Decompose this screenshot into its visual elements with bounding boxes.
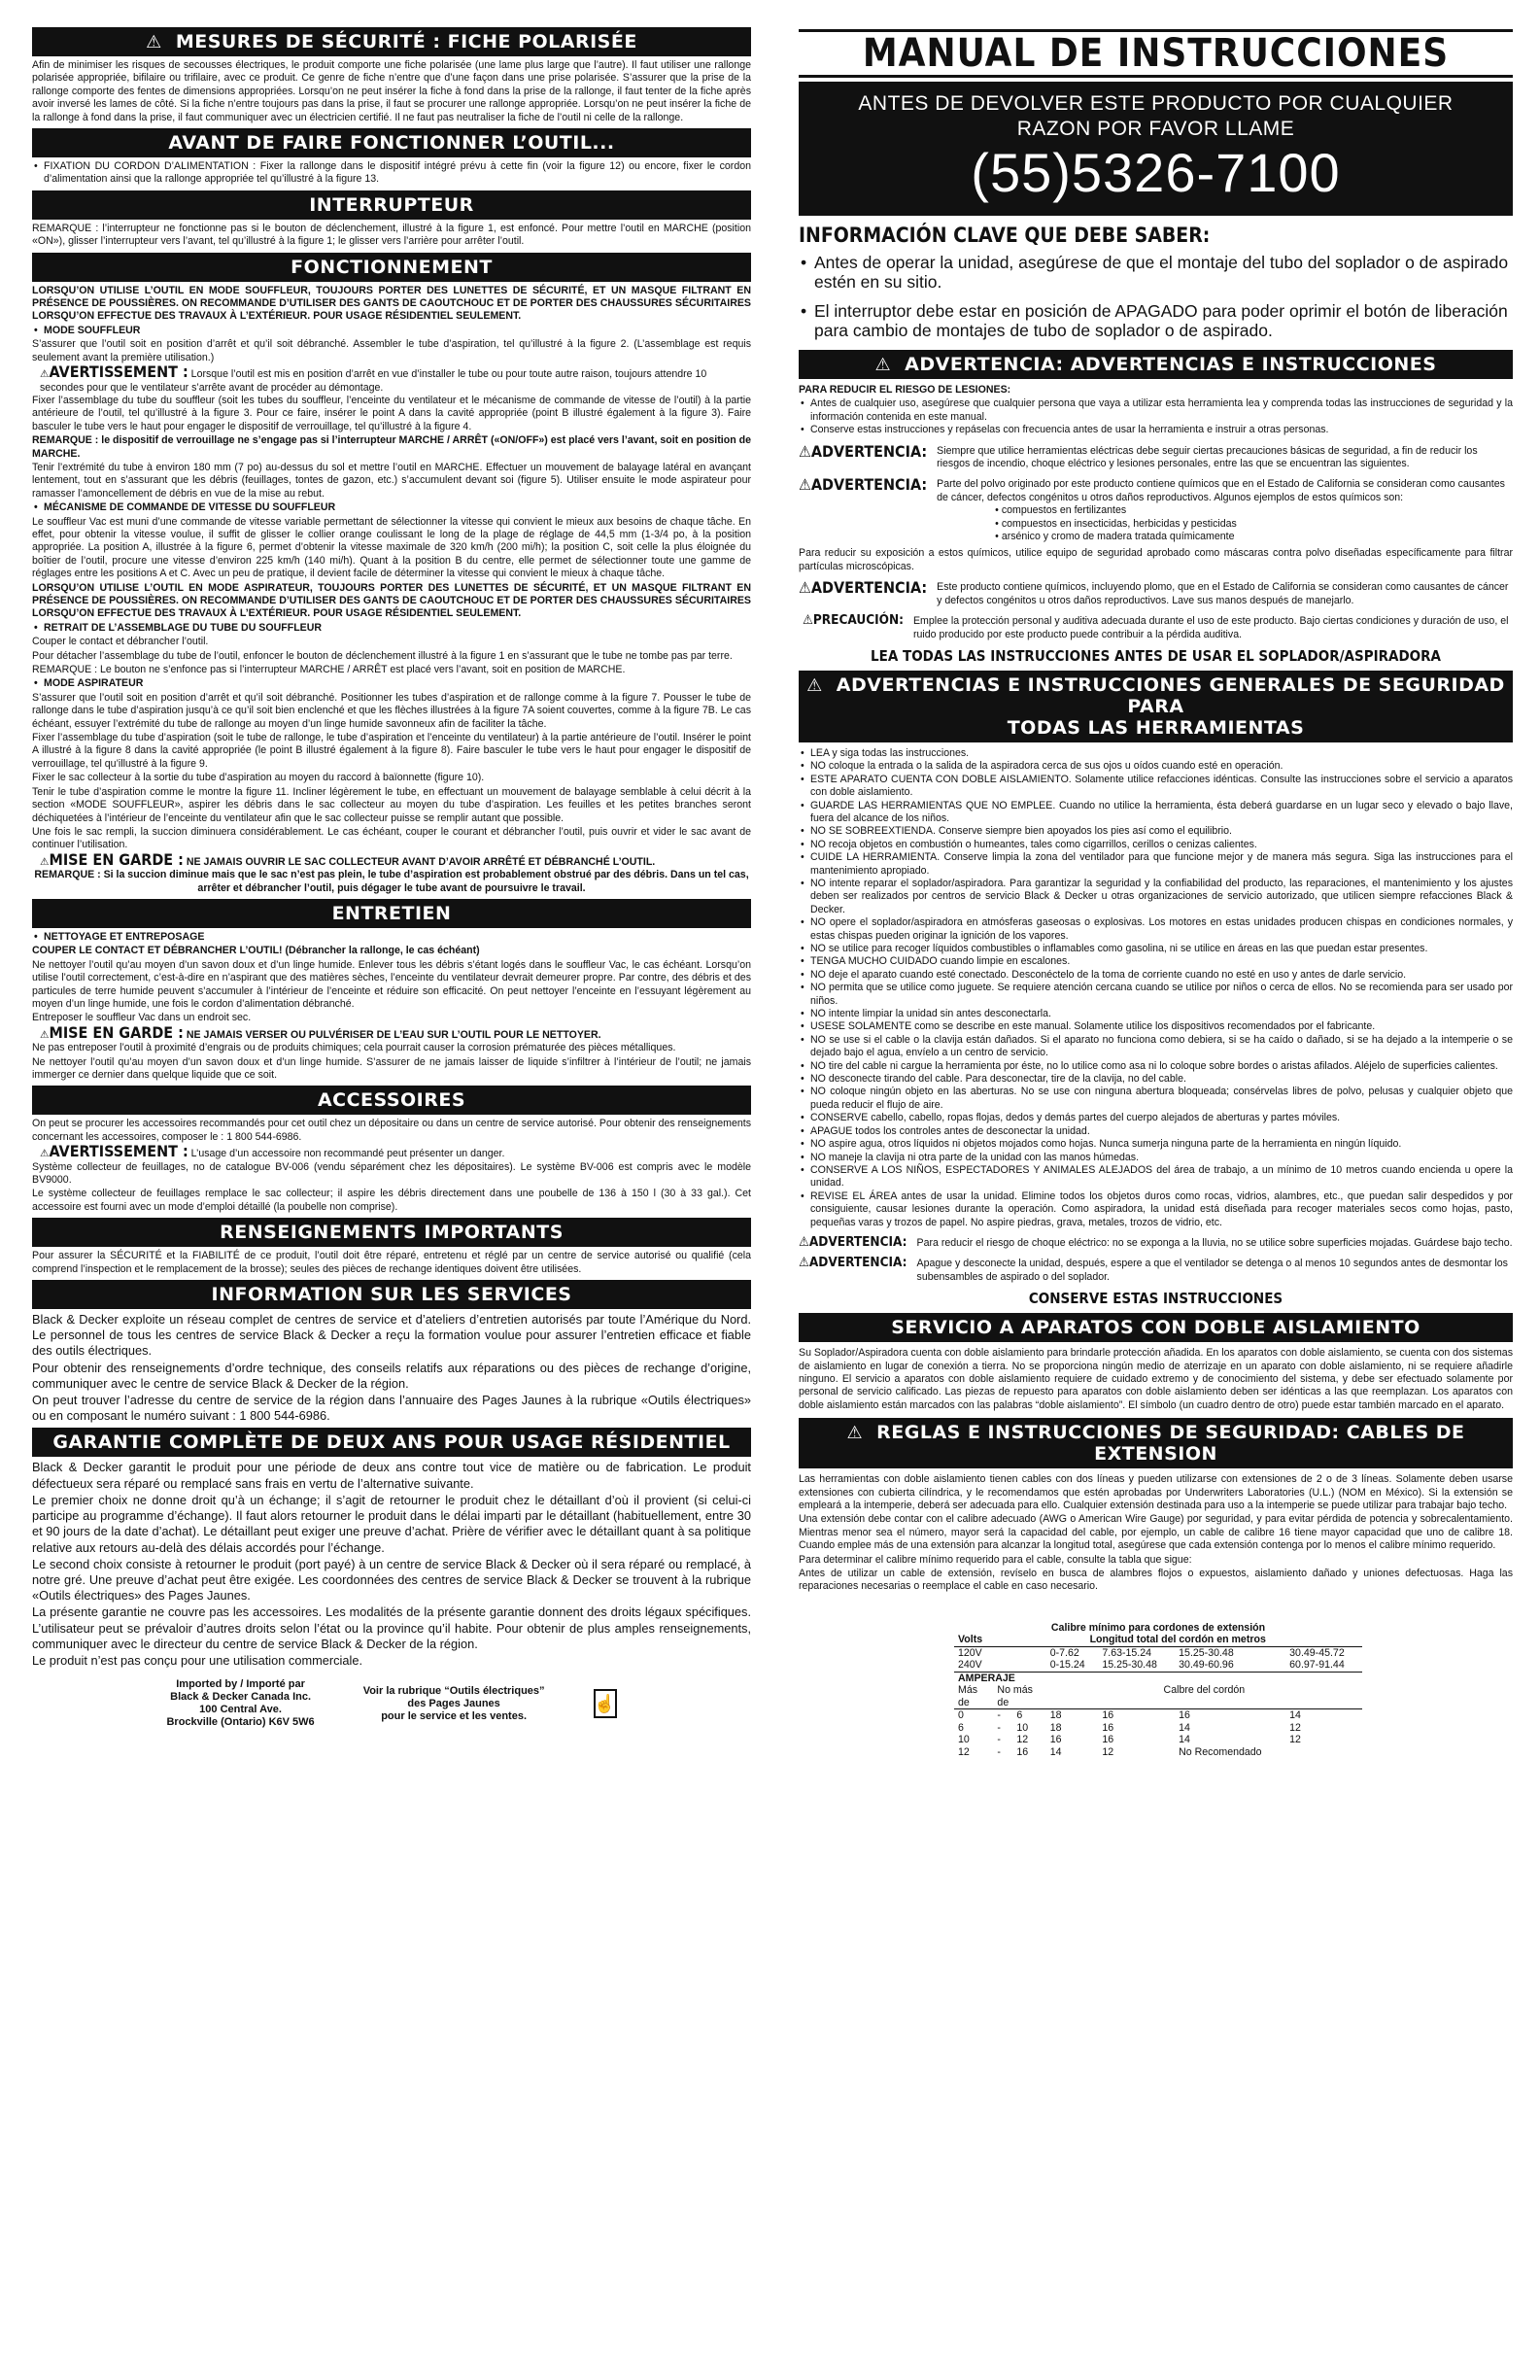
- table-cell: 18: [1049, 1721, 1062, 1734]
- table-row: [954, 1734, 1362, 1746]
- warning-block: ⚠ADVERTENCIA: Siempre que utilice herramientas eléctricas debe seguir ciertas precauciones básicas de seguridad, a fin de reducir los riesgos de incendio, choque eléctrico y lesiones personales, entre las que se encuentran las siguientes.: [799, 441, 1478, 470]
- paragraph: Afin de minimiser les risques de secousses électriques, le produit comporte une fiche polarisée (une lame plus large que l’autre). Il faut utiliser une rallonge polarisée appropriée, bifilaire ou trifilaire, avec ce produit. Ce genre de fiche n’entre que d’une façon dans une prise polarisée. S’assurer que la prise de la rallonge comporte des fentes de dimensions appropriées. Lorsqu’on ne peut insérer la fiche à fond dans la prise de la rallonge, il faut tenter de la fiche après avoir inversé les lames de côté. Si la fiche n’entre toujours pas dans la prise, il faut se procurer une rallonge appropriée. Lorsqu’on ne peut insérer la fiche de la rallonge à fond dans la prise, il faut communiquer avec un électricien certifié. Il ne faut pas neutraliser la fiche de l’outil ni celle de la rallonge.: [32, 59, 751, 123]
- section-header-double-insulation: SERVICIO A APARATOS CON DOBLE AISLAMIENTO: [799, 1313, 1513, 1342]
- table-cell: -: [997, 1734, 1001, 1746]
- paragraph: Système collecteur de feuillages, no de catalogue BV-006 (vendu séparément chez les dépositaires). Le système BV-006 est compris avec le modèle BV9000.: [32, 1160, 751, 1187]
- table-cell: 10: [1016, 1721, 1029, 1734]
- table-cell: 7.63-15.24: [1102, 1646, 1152, 1659]
- paragraph: LORSQU’ON UTILISE L’OUTIL EN MODE SOUFFLEUR, TOUJOURS PORTER DES LUNETTES DE SÉCURITÉ, ET UN MASQUE FILTRANT EN PRÉSENCE DE POUSSIÈRES. ON RECOMMANDE D’UTILISER DES GANTS DE CAOUTCHOUC ET DE PORTER DES CHAUSSURES SÉCURITAIRES LORSQU’ON EFFECTUE DES TRAVAUX À L’EXTÉRIEUR. POUR USAGE RÉSIDENTIEL SEULEMENT.: [32, 284, 751, 323]
- chemical-item: • compuestos en fertilizantes: [995, 504, 1127, 517]
- warning-triangle-icon: ⚠: [799, 578, 811, 598]
- paragraph: Pour détacher l’assemblage du tube de l’outil, enfoncer le bouton de déclenchement illustré à la figure 1 en s’assurant que le tube ne tombe pas par terre.: [32, 649, 733, 662]
- warning-triangle-icon: ⚠: [874, 355, 892, 375]
- table-cell: 16: [1102, 1709, 1114, 1722]
- list-item: • NO intente limpiar la unidad sin antes desconectarla.: [799, 1008, 1513, 1020]
- list-item: • NETTOYAGE ET ENTREPOSAGE: [32, 931, 751, 944]
- paragraph: Fixer le sac collecteur à la sortie du tube d’aspiration au moyen du raccord à baïonnette (figure 10).: [32, 772, 485, 784]
- paragraph: Le produit n’est pas conçu pour une utilisation commerciale.: [32, 1652, 363, 1668]
- phone-number: (55)5326-7100: [971, 142, 1341, 203]
- list-item: • Antes de cualquier uso, asegúrese que cualquier persona que vaya a utilizar esta herramienta lea y comprenda todas las instrucciones de seguridad y la información contenida en este manual.: [799, 397, 1513, 424]
- section-header-warranty: GARANTIE COMPLÈTE DE DEUX ANS POUR USAGE RÉSIDENTIEL: [32, 1428, 751, 1457]
- list-item: • CONSERVE A LOS NIÑOS, ESPECTADORES Y ANIMALES ALEJADOS del área de trabajo, a un mínimo de 10 metros cuando encienda u opere la unidad.: [799, 1164, 1513, 1190]
- table-cell: 14: [1289, 1709, 1301, 1722]
- caution-block: ⚠PRECAUCIÓN: Emplee la protección personal y auditiva adecuada durante el uso de este producto. Bajo ciertas condiciones y duración de uso, el ruido producido por este producto puede contribuir a la pérdida auditiva.: [803, 612, 1509, 640]
- list-item: • NO tire del cable ni cargue la herramienta por éste, no lo utilice como asa ni lo coloque sobre bordes o aristas afilados. Aléjelo de superficies calientes.: [799, 1060, 1513, 1073]
- section-header-polarized: ⚠ MESURES DE SÉCURITÉ : FICHE POLARISÉE: [32, 27, 751, 56]
- warning-triangle-icon: ⚠: [806, 674, 823, 696]
- warning-triangle-icon: ⚠: [799, 1233, 809, 1250]
- list-item: • NO SE SOBREEXTIENDA. Conserve siempre bien apoyados los pies así como el equilibrio.: [799, 825, 1513, 838]
- list-item: • MODE ASPIRATEUR: [32, 677, 751, 690]
- paragraph: Entreposer le souffleur Vac dans un endroit sec.: [32, 1012, 252, 1024]
- warning-triangle-icon: ⚠: [40, 368, 50, 381]
- paragraph: On peut se procurer les accessoires recommandés pour cet outil chez un dépositaire ou dans un centre de service autorisé. Pour obtenir des renseignements concernant les accessoires, composer le : 1 800 544-6986.: [32, 1118, 751, 1143]
- info-heading: INFORMACIÓN CLAVE QUE DEBE SABER:: [799, 224, 1211, 247]
- chemical-item: • compuestos en insecticidas, herbicidas y pesticidas: [995, 517, 1237, 530]
- paragraph: PARA REDUCIR EL RIESGO DE LESIONES:: [799, 384, 1011, 396]
- table-row: [954, 1659, 1362, 1672]
- warning-triangle-icon: ⚠: [146, 32, 162, 52]
- warning-triangle-icon: ⚠: [799, 475, 811, 495]
- table-cell: 14: [1179, 1721, 1190, 1734]
- caution-line: ⚠MISE EN GARDE : NE JAMAIS VERSER OU PULVÉRISER DE L’EAU SUR L’OUTIL POUR LE NETTOYER.: [40, 1022, 601, 1042]
- paragraph: LORSQU’ON UTILISE L’OUTIL EN MODE ASPIRATEUR, TOUJOURS PORTER DES LUNETTES DE SÉCURITÉ, ET UN MASQUE FILTRANT EN PRÉSENCE DE POUSSIÈRES. ON RECOMMANDE D’UTILISER DES GANTS DE CAOUTCHOUC ET DE PORTER DES CHAUSSURES SÉCURITAIRES LORSQU’ON EFFECTUE DES TRAVAUX À L’EXTÉRIEUR. POUR USAGE RÉSIDENTIEL SEULEMENT.: [32, 581, 751, 620]
- paragraph: Le système collecteur de feuillages remplace le sac collecteur; il aspire les débris directement dans une poubelle de 136 à 150 l (30 à 33 gal.). Cet accessoire est fourni avec un mode d’emploi détaillé (la poubelle non comprise).: [32, 1188, 751, 1213]
- list-item: • REVISE EL ÁREA antes de usar la unidad. Elimine todos los objetos duros como rocas, vidrios, alambres, etc., que puedan salir despedidos y por consiguiente, causar lesiones durante la operación. Como aspiradora, la unidad está diseñada para recoger materiales secos como hojas, pasto, pequeñas varas y trozos de papel. No aspire piedras, grava, metales, trozos de vidrio, etc.: [799, 1190, 1513, 1229]
- table-cell: 15.25-30.48: [1179, 1646, 1234, 1659]
- paragraph: Su Soplador/Aspiradora cuenta con doble aislamiento para brindarle protección añadida. En los aparatos con doble aislamiento, se cuenta con dos sistemas de aislamiento en lugar de conexión a tierra. No se proporciona ningún medio de aterrizaje en un aparato con doble aislamiento, ni se requiere añadirle ninguno. El servicio a aparatos con doble aislamiento requiere de cuidado extremo y de conocimiento del sistema, y debe ser efectuado solamente por personal de servicio calificado. Las piezas de repuesto para aparatos con doble aislamiento deben ser idénticas a las que reemplazan. Los aparatos con doble aislamiento están marcados con las palabras “doble aislamiento”. El símbolo (un cuadro dentro de otro) puede estar también marcado en el aparato.: [799, 1347, 1513, 1411]
- table-cell: 16: [1102, 1734, 1114, 1746]
- table-cell: 0-15.24: [1049, 1659, 1085, 1672]
- list-item: • NO se utilice para recoger líquidos combustibles o inflamables como gasolina, ni se utilice en áreas en las que puedan estar presentes.: [799, 943, 1513, 955]
- list-item: • FIXATION DU CORDON D’ALIMENTATION : Fixer la rallonge dans le dispositif intégré prévu à cette fin (voir la figure 12) ou encore, fixer le cordon d’alimentation ainsi que la rallonge appropriée tel qu’illustré à la figure 13.: [32, 160, 751, 187]
- table-row: [954, 1746, 1362, 1759]
- list-item: • Conserve estas instrucciones y repáselas con frecuencia antes de usar la herramienta e instruir a otras personas.: [799, 424, 1513, 436]
- paragraph: Le second choix consiste à retourner le produit (port payé) à un centre de service Black & Decker où il sera réparé ou remplacé, à notre gré. Une preuve d’achat peut être exigée. Les coordonnées des centres de service Black & Decker se trouvent à la rubrique «Outils électriques» des Pages Jaunes.: [32, 1556, 751, 1604]
- table-cell: 12: [1289, 1734, 1301, 1746]
- warning-triangle-icon: ⚠: [40, 855, 50, 868]
- section-header-operation: FONCTIONNEMENT: [32, 253, 751, 282]
- list-item: • USESE SOLAMENTE como se describe en este manual. Solamente utilice los dispositivos recomendados por el fabricante.: [799, 1020, 1513, 1033]
- section-header-switch: INTERRUPTEUR: [32, 190, 751, 220]
- warning-triangle-icon: ⚠: [799, 441, 811, 461]
- spanish-column: [799, 23, 1513, 2365]
- paragraph: Une fois le sac rempli, la succion diminuera considérablement. Le cas échéant, couper le courant et débrancher l’outil, puis ouvrir et vider le sac avant de continuer l’utilisation.: [32, 825, 751, 851]
- paragraph: REMARQUE : le dispositif de verrouillage ne s’engage pas si l’interrupteur MARCHE / ARRÊT («ON/OFF») est placé vers l’avant, soit en position de MARCHE.: [32, 434, 751, 460]
- table-cell: 16: [1049, 1734, 1062, 1746]
- table-cell: 16: [1016, 1745, 1029, 1758]
- paragraph: Ne nettoyer l’outil qu’au moyen d’un savon doux et d’un linge humide. Enlever tous les débris s’étant logés dans le souffleur Vac, le cas échéant. Lorsqu’on utilise l’outil correctement, c’est-à-dire en n’aspirant que des matières sèches, l’enceinte du ventilateur devrait demeurer propre. Par contre, des débris et des particules de terre humide peuvent s’accumuler à l’intérieur de l’enceinte et réduire son efficacité. On peut nettoyer l’enceinte en l’essuyant légèrement au moyen d’un linge humide, une fois le cordon d’alimentation débranché.: [32, 958, 751, 1010]
- table-cell: 16: [1179, 1709, 1190, 1722]
- caution-line: ⚠MISE EN GARDE : NE JAMAIS OUVRIR LE SAC COLLECTEUR AVANT D’AVOIR ARRÊTÉ ET DÉBRANCHÉ L’OUTIL.: [40, 849, 656, 869]
- paragraph: REMARQUE : Le bouton ne s’enfonce pas si l’interrupteur MARCHE / ARRÊT est placé vers l’avant, soit en position de MARCHE.: [32, 664, 626, 676]
- paragraph: La présente garantie ne couvre pas les accessoires. Les modalités de la présente garantie donnent des droits légaux spécifiques. L’utilisateur peut se prévaloir d’autres droits selon l’état ou la province qu’il habite. Pour obtenir de plus amples renseignements, communiquer avec le directeur du centre de service Black & Decker de la région.: [32, 1604, 751, 1651]
- list-item: • RETRAIT DE L’ASSEMBLAGE DU TUBE DU SOUFFLEUR: [32, 622, 751, 635]
- paragraph: Black & Decker garantit le produit pour une période de deux ans contre tout vice de matière ou de fabrication. Le produit défectueux sera réparé ou remplacé sans frais en vertu de l’alternative suivante.: [32, 1460, 751, 1491]
- table-cell: 14: [1179, 1734, 1190, 1746]
- list-item: • MÉCANISME DE COMMANDE DE VITESSE DU SOUFFLEUR: [32, 501, 751, 514]
- info-bullet: • Antes de operar la unidad, asegúrese de que el montaje del tubo del soplador o de aspirado estén en su sitio.: [799, 253, 1513, 292]
- paragraph: Black & Decker exploite un réseau complet de centres de service et d’ateliers d’entretien autorisés par toute l’Amérique du Nord. Le personnel de tous les centres de service Black & Decker a reçu la formation voulue pour assurer l’entretien efficace et fiable des outils électriques.: [32, 1312, 751, 1359]
- list-item: • NO maneje la clavija ni otra parte de la unidad con las manos húmedas.: [799, 1152, 1513, 1164]
- paragraph: On peut trouver l’adresse du centre de service de la région dans l’annuaire des Pages Jaunes à la rubrique «Outils électriques» ou en composant le numéro suivant : 1 800 544-6986.: [32, 1393, 751, 1424]
- section-header-general: ⚠ ADVERTENCIAS E INSTRUCCIONES GENERALES DE SEGURIDAD PARA TODAS LAS HERRAMIENTAS: [799, 671, 1513, 742]
- list-item: • CUIDE LA HERRAMIENTA. Conserve limpia la zona del ventilador para que funcione mejor y de manera más segura. Siga las instrucciones para el mantenimiento apropiado.: [799, 851, 1513, 878]
- table-cell: 6: [1016, 1709, 1023, 1722]
- paragraph: REMARQUE : Si la succion diminue mais que le sac n’est pas plein, le tube d’aspiration est probablement obstrué par des débris. Dans un tel cas, arrêter et débrancher l’outil, puis dégager le tube avant de poursuivre le travail.: [34, 869, 749, 894]
- section-header-service: INFORMATION SUR LES SERVICES: [32, 1280, 751, 1309]
- list-item: • GUARDE LAS HERRAMIENTAS QUE NO EMPLEE. Cuando no utilice la herramienta, ésta deberá guardarse en un lugar seco y elevado o bajo llave, fuera del alcance de los niños.: [799, 800, 1513, 826]
- read-all-notice: LEA TODAS LAS INSTRUCCIONES ANTES DE USAR EL SOPLADOR/ASPIRADORA: [871, 646, 1441, 665]
- warning-line: ⚠AVERTISSEMENT : L’usage d’un accessoire non recommandé peut présenter un danger.: [40, 1142, 505, 1161]
- table-cell: 12: [958, 1745, 970, 1758]
- paragraph: Pour obtenir des renseignements d’ordre technique, des conseils relatifs aux réparations ou des pièces de rechange d’origine, communiquer avec le centre de service Black & Decker de la région.: [32, 1360, 751, 1391]
- paragraph: Una extensión debe contar con el calibre adecuado (AWG o American Wire Gauge) por seguridad, y para evitar pérdida de potencia y sobrecalentamiento. Mientras menor sea el número, mayor será la capacidad del cable, por ejemplo, un cable de calibre 16 tiene mayor capacidad que uno de calibre 18. Cuando emplee más de una extensión para alcanzar la longitud total, asegúrese que cada extensión contenga por lo menos el calibre mínimo requerido.: [799, 1513, 1513, 1552]
- table-cell: 18: [1049, 1709, 1062, 1722]
- list-item: • MODE SOUFFLEUR: [32, 325, 751, 337]
- warning-block: ⚠ADVERTENCIA: Apague y desconecte la unidad, después, espere a que el ventilador se detenga o al menos 10 segundos antes de desmontar los subensambles de aspirado o del soplador.: [799, 1255, 1508, 1283]
- paragraph: Para reducir su exposición a estos químicos, utilice equipo de seguridad aprobado como máscaras contra polvo diseñadas específicamente para filtrar partículas microscópicas.: [799, 547, 1513, 572]
- table-cell: 6: [958, 1721, 964, 1734]
- warning-triangle-icon: ⚠: [846, 1423, 864, 1444]
- paragraph: Pour assurer la SÉCURITÉ et la FIABILITÉ de ce produit, l’outil doit être réparé, entretenu et réglé par un centre de service autorisé ou qualifié (cela comprend l’inspection et le remplacement de la brosse); seules des pièces de rechange identiques doivent être utilisées.: [32, 1250, 751, 1275]
- importer-address: Imported by / Importé par Black & Decker Canada Inc. 100 Central Ave. Brockville (Ontario) K6V 5W6: [166, 1678, 315, 1729]
- warning-line: ⚠AVERTISSEMENT : Lorsque l’outil est mis en position d’arrêt en vue d’installer le tube ou pour toute autre raison, toujours attendre 10 secondes pour que le ventilateur s’arrête avant de procéder au démontage.: [40, 362, 707, 394]
- gauge-table: Calibre mínimo para cordones de extensión Volts Longitud total del cordón en metros 120V 0-7.62 7.63-15.24 15.25-30.48 30.49-45.72 240V 0-15.24 15.25-30.48 30.49-60.96 60.97-91.44 AMPERAJE Más No más Calbre del cordón de de 0 - 6 18 16 16 14 6 - 10 18 16 14 12 10 - 12 16 16 14 12 12 - 16 14 12 No Recomendado: [954, 1622, 1362, 1759]
- table-cell: 10: [958, 1734, 970, 1746]
- warning-block: ⚠ADVERTENCIA: Para reducir el riesgo de choque eléctrico: no se exponga a la lluvia, no se utilice sobre superficies mojadas. Guárdese bajo techo.: [799, 1233, 1513, 1250]
- table-cell: 30.49-60.96: [1179, 1659, 1234, 1672]
- list-item: • NO coloque la entrada o la salida de la aspiradora cerca de sus ojos u oídos cuando esté en operación.: [799, 760, 1513, 773]
- list-item: • NO coloque ningún objeto en las aberturas. No se use con ninguna abertura bloqueada; consérvelas libres de polvo, pelusas y cualquier objeto que pueda reducir el flujo de aire.: [799, 1086, 1513, 1112]
- warning-triangle-icon: ⚠: [799, 1255, 809, 1271]
- walking-fingers-icon: ☝: [594, 1689, 617, 1718]
- paragraph: Para determinar el calibre mínimo requerido para el cable, consulte la tabla que sigue:: [799, 1553, 1192, 1566]
- paragraph: S’assurer que l’outil soit en position d’arrêt et qu’il soit débranché. Assembler le tube d’aspiration, tel qu’illustré à la figure 2. (L’assemblage est requis seulement avant la première utilisation.): [32, 338, 751, 363]
- list-item: • NO desconecte tirando del cable. Para desconectar, tire de la clavija, no del cable.: [799, 1073, 1513, 1086]
- warning-block: ⚠ADVERTENCIA: Este producto contiene químicos, incluyendo plomo, que en el Estado de California se consideran como causantes de cáncer y defectos congénitos u otros daños reproductivos. Lave sus manos después de manejarlo.: [799, 578, 1509, 606]
- paragraph: Le premier choix ne donne droit qu’à un échange; il s’agit de retourner le produit chez le détaillant d’où il provient (si celui-ci participe au programme d’échange). Il faut alors retourner le produit dans le délai imparti par le détaillant (habituellement, entre 30 et 90 jours de la date d’achat). Le détaillant peut exiger une preuve d’achat. Prière de vérifier avec le détaillant quant à sa politique relative aux retours au-delà des délais accordés pour l’échange.: [32, 1492, 751, 1555]
- warning-triangle-icon: ⚠: [40, 1028, 50, 1041]
- list-item: • ESTE APARATO CUENTA CON DOBLE AISLAMIENTO. Solamente utilice refacciones idénticas. Consulte las instrucciones sobre el servicio a aparatos con doble aislamiento.: [799, 774, 1513, 800]
- paragraph: REMARQUE : l’interrupteur ne fonctionne pas si le bouton de déclenchement, illustré à la figure 1, est enfoncé. Pour mettre l’outil en MARCHE (position «ON»), glisser l’interrupteur vers l’avant, tel qu’illustré à la figure 1; le glisser vers l’arrière pour arrêter l’outil.: [32, 222, 751, 248]
- list-item: • NO permita que se utilice como juguete. Se requiere atención cercana cuando se utilice por niños o cerca de ellos. No se recomienda para ser usado por niños.: [799, 982, 1513, 1008]
- table-row: [954, 1646, 1362, 1659]
- list-item: • LEA y siga todas las instrucciones.: [799, 747, 1513, 760]
- list-item: • NO intente reparar el soplador/aspiradora. Para garantizar la seguridad y la confiabilidad del producto, las reparaciones, el mantenimiento y los ajustes deben ser realizados por centros de servicio Black & Decker u otras organizaciones de servicio autorizado, que utilicen siempre refacciones Black & Decker.: [799, 878, 1513, 916]
- table-row: [954, 1722, 1362, 1735]
- table-cell: 0: [958, 1709, 964, 1722]
- section-header-accessories: ACCESSOIRES: [32, 1086, 751, 1115]
- paragraph: Le souffleur Vac est muni d’une commande de vitesse variable permettant de sélectionner la vitesse qui convient le mieux aux besoins de chaque tâche. En effet, pour obtenir la vitesse voulue, il suffit de glisser le collier orange coulissant le long de la plage de réglage de 44,5 mm (1-3/4 po, à la position appropriée. La position A, illustrée à la figure 6, permet d’obtenir la vitesse maximale de 320 km/h (200 mi/h); la position C, soit celle la plus éloignée du boîtier de l’outil, procure une vitesse d’environ 225 km/h (140 mi/h). Quant à la position B du centre, elle permet de sélectionner toute une gamme de réglages entre les positions A et C. Avec un peu de pratique, il devient facile de déterminer la vitesse qui convient le mieux à chaque tâche.: [32, 515, 751, 580]
- section-header-maintenance: ENTRETIEN: [32, 899, 751, 928]
- call-box: ANTES DE DEVOLVER ESTE PRODUCTO POR CUALQUIER RAZON POR FAVOR LLAME (55)5326-7100: [799, 82, 1513, 216]
- paragraph: Couper le contact et débrancher l’outil.: [32, 636, 209, 648]
- table-cell: 240V: [958, 1659, 982, 1672]
- warning-triangle-icon: ⚠: [803, 612, 813, 629]
- list-item: • NO opere el soplador/aspiradora en atmósferas gaseosas o explosivas. Los motores en estas unidades producen chispas en condiciones normales, y estas chispas pueden originar la ignición de los vapores.: [799, 916, 1513, 943]
- list-item: • APAGUE todos los controles antes de desconectar la unidad.: [799, 1125, 1513, 1138]
- section-header-before: AVANT DE FAIRE FONCTIONNER L’OUTIL...: [32, 128, 751, 157]
- table-cell: 12: [1102, 1745, 1114, 1758]
- importer-block: [32, 1678, 751, 1729]
- table-cell: 12: [1289, 1721, 1301, 1734]
- paragraph: COUPER LE CONTACT ET DÉBRANCHER L’OUTIL! (Débrancher la rallonge, le cas échéant): [32, 945, 480, 957]
- list-item: • NO se use si el cable o la clavija están dañados. Si el aparato no funciona como debiera, si se ha caído o dañado, si se ha dejado a la intemperie o se dejado bajo el agua, envíelo a un centro de servicio.: [799, 1034, 1513, 1060]
- table-cell: 16: [1102, 1721, 1114, 1734]
- paragraph: S’assurer que l’outil soit en position d’arrêt et qu’il soit débranché. Positionner les tubes d’aspiration et de rallonge comme à la figure 7. Pousser le tube de rallonge dans le tube d’aspiration jusqu’à ce qu’il soit bien enclenché et que les flèches illustrées à la figure 7A soient couvertes, comme à la figure 7B. Le cas échéant, essuyer l’extrémité du tube de rallonge au moyen d’un linge humide savonneux afin de faciliter la tâche.: [32, 691, 751, 730]
- table-cell: 14: [1049, 1745, 1062, 1758]
- table-cell: [1285, 1746, 1362, 1759]
- section-header-important: RENSEIGNEMENTS IMPORTANTS: [32, 1218, 751, 1247]
- general-rules-list: [799, 747, 1513, 1229]
- paragraph: Ne pas entreposer l’outil à proximité d’engrais ou de produits chimiques; cela pourrait causer la corrosion prématurée des pièces métalliques.: [32, 1042, 676, 1054]
- table-cell: -: [997, 1709, 1001, 1722]
- warning-triangle-icon: ⚠: [40, 1148, 50, 1160]
- table-row: [954, 1709, 1362, 1722]
- warning-block: ⚠ADVERTENCIA: Parte del polvo originado por este producto contiene químicos que en el Estado de California se consideran como causantes de cáncer, defectos congénitos u otros daños reproductivos. Algunos ejemplos de estos químicos son: • compuestos en fertilizantes • compuestos en insecticidas, herbicidas y pesticidas • arsénico y cromo de madera tratada químicamente: [799, 475, 1513, 543]
- chemical-item: • arsénico y cromo de madera tratada químicamente: [995, 531, 1235, 543]
- table-cell: 120V: [958, 1646, 982, 1659]
- list-item: • NO recoja objetos en combustión o humeantes, tales como cigarrillos, cerillos o cenizas calientes.: [799, 839, 1513, 851]
- paragraph: Ne nettoyer l’outil qu’au moyen d’un savon doux et d’un linge humide. S’assurer de ne jamais laisser de liquide s’infiltrer à l’intérieur de l’outil; ne jamais immerger ce dernier dans quelque liquide que ce soit.: [32, 1055, 751, 1081]
- table-cell: 30.49-45.72: [1289, 1646, 1345, 1659]
- table-cell: -: [997, 1721, 1001, 1734]
- table-cell: 12: [1016, 1734, 1029, 1746]
- paragraph: Tenir le tube d’aspiration comme le montre la figure 11. Incliner légèrement le tube, en effectuant un mouvement de balayage semblable à celui décrit à la section «MODE SOUFFLEUR», aspirer les débris dans le sac collecteur au moyen du tube d’aspiration. Les feuilles et les petites branches seront déchiquetées à l’intérieur de l’enceinte du ventilateur afin que le sac collecteur puisse se remplir autant que possible.: [32, 785, 751, 824]
- list-item: • TENGA MUCHO CUIDADO cuando limpie en escalones.: [799, 955, 1513, 968]
- section-header-warnings: ⚠ ADVERTENCIA: ADVERTENCIAS E INSTRUCCIONES: [799, 350, 1513, 379]
- french-column: [32, 23, 751, 2365]
- list-item: • CONSERVE cabello, cabello, ropas flojas, dedos y demás partes del cuerpo alejados de aberturas y partes móviles.: [799, 1112, 1513, 1124]
- manual-title: MANUAL DE INSTRUCCIONES: [799, 29, 1513, 78]
- table-cell: 60.97-91.44: [1289, 1659, 1345, 1672]
- section-header-extension: ⚠ REGLAS E INSTRUCCIONES DE SEGURIDAD: CABLES DE EXTENSION: [799, 1418, 1513, 1468]
- table-cell: -: [997, 1745, 1001, 1758]
- list-item: • NO aspire agua, otros líquidos ni objetos mojados como hojas. Nunca sumerja ninguna parte de la herramienta en ningún líquido.: [799, 1138, 1513, 1151]
- table-cell: No Recomendado: [1179, 1745, 1262, 1758]
- paragraph: Fixer l’assemblage du tube du souffleur (soit les tubes du souffleur, l’enceinte du ventilateur et le mécanisme de commande de vitesse de l’outil) à la partie antérieure de l’outil, tel qu’illustré à la figure 3. Pour ce faire, insérer le point A dans la cavité appropriée (point B illustré également à la figure 3). Faire basculer le tube vers le haut pour engager le dispositif de verrouillage, tel qu’illustré à la figure 4.: [32, 394, 751, 432]
- list-item: • NO deje el aparato cuando esté conectado. Desconéctelo de la toma de corriente cuando no esté en uso y antes de darle servicio.: [799, 969, 1513, 982]
- info-bullet: • El interruptor debe estar en posición de APAGADO para poder oprimir el botón de liberación para cambio de montajes de tubo de soplador o de aspirado.: [799, 301, 1513, 340]
- paragraph: Las herramientas con doble aislamiento tienen cables con dos líneas y pueden utilizarse con extensiones de 2 o de 3 líneas. Solamente deben usarse extensiones con cubierta cilíndrica, y le recomendamos que estén aprobadas por Underwriters Laboratories (U.L.) (NOM en México). Si la extensión se empleará a la intemperie, deberá ser adecuada para ello. Cualquier extensión destinada para uso a la intemperie se puede utilizar para trabajar bajo techo.: [799, 1473, 1513, 1511]
- yellow-pages-note: Voir la rubrique “Outils électriques” des Pages Jaunes pour le service et les ventes.: [362, 1684, 545, 1722]
- paragraph: Antes de utilizar un cable de extensión, revíselo en busca de alambres flojos o expuestos, aislamiento dañado y uniones defectuosas. Haga las reparaciones necesarias o reemplace el cable en caso necesario.: [799, 1568, 1513, 1593]
- table-cell: 15.25-30.48: [1102, 1659, 1157, 1672]
- table-cell: 0-7.62: [1049, 1646, 1079, 1659]
- paragraph: Fixer l’assemblage du tube d’aspiration (soit le tube de rallonge, le tube d’aspiration et l’enceinte du ventilateur) à la partie antérieure de l’outil. Insérer le point A illustré à la figure 8 dans la cavité appropriée (le point B illustré également à la figure 8). Faire basculer le tube vers le haut pour engager le dispositif de verrouillage, tel qu’illustré à la figure 9.: [32, 732, 751, 770]
- paragraph: Tenir l’extrémité du tube à environ 180 mm (7 po) au-dessus du sol et mettre l’outil en MARCHE. Effectuer un mouvement de balayage latéral en avançant lentement, tout en s’assurant que les débris (feuillages, tontes de gazon, etc.) s’accumulent devant soi (figure 5). Utiliser ensuite le mode aspirateur pour ramasser l’amoncellement de débris en vue de la mise au rebut.: [32, 461, 751, 500]
- keep-instructions: CONSERVE ESTAS INSTRUCCIONES: [1028, 1290, 1283, 1308]
